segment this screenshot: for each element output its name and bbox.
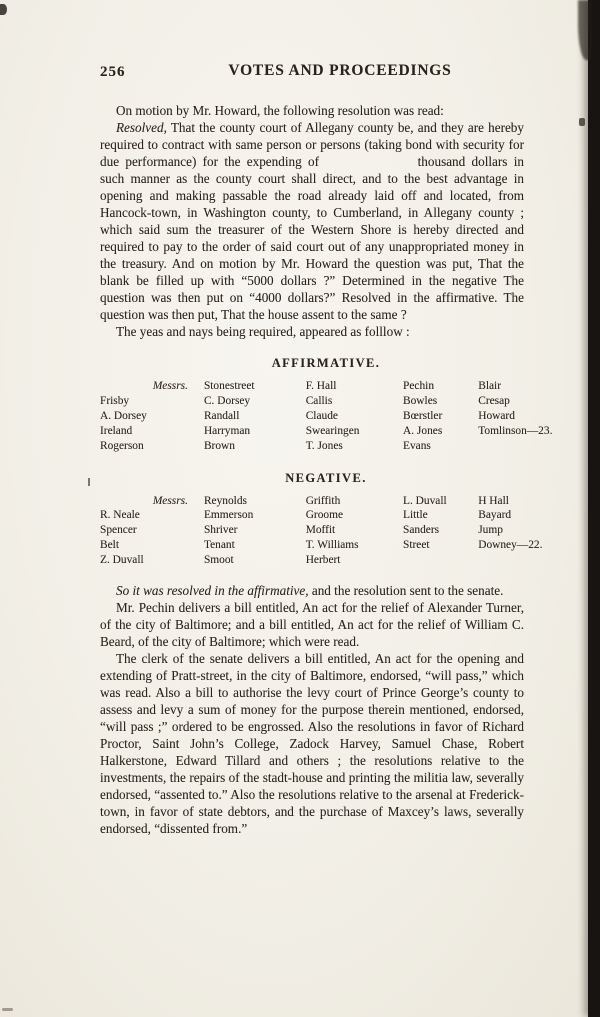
vote-cell: Messrs. xyxy=(152,380,188,392)
vote-cell: Rogerson xyxy=(100,439,144,452)
paragraph xyxy=(100,582,524,599)
vote-row xyxy=(100,495,558,510)
scan-artifact-margin-mark xyxy=(88,478,90,486)
vote-row xyxy=(100,524,558,539)
scan-artifact-ink-mark xyxy=(579,118,585,126)
vote-cell: Brown xyxy=(203,439,235,452)
vote-cell: Street xyxy=(403,539,430,552)
vote-cell: Emmerson xyxy=(203,509,254,522)
vote-cell: A. Dorsey xyxy=(100,409,147,422)
vote-cell: Reynolds xyxy=(203,494,247,507)
text-segment: thousand dollars in such manner as the county court shall direct, and to the best advantage in opening and making passable the road already laid off and located, from Hancock-town, in Washington county, to Cumberland, in Allegany county ; which said sum the treasurer of the Western Shore is hereby directed and required to pay to the order of said court out of any unappropriated money in the treasury. And on motion by Mr. Howard the question was put, That the blank be filled up with “5000 dollars ?” Determined in the negative The question was then put on “4000 dollars?” Resolved in the affirmative. The question was then put, That the house assent to the same ? xyxy=(100,154,524,322)
vote-cell: Sanders xyxy=(403,524,440,537)
page-body xyxy=(100,102,553,837)
vote-cell: L. Duvall xyxy=(403,494,447,507)
vote-cell: Tomlinson—23. xyxy=(478,424,553,437)
vote-table xyxy=(100,495,558,570)
vote-cell: Griffith xyxy=(305,494,341,507)
paragraph xyxy=(100,323,524,340)
vote-cell: T. Jones xyxy=(305,439,343,452)
vote-cell: Tenant xyxy=(203,539,235,552)
vote-cell: Jump xyxy=(478,524,503,537)
text-segment: and the resolution sent to the senate. xyxy=(308,583,504,599)
vote-cell: Evans xyxy=(403,439,431,452)
vote-cell: Stonestreet xyxy=(203,380,255,392)
page-title: VOTES AND PROCEEDINGS xyxy=(228,62,452,79)
text-segment: That the county court of Allegany county be, and they are hereby required to contract with same person or persons (taking bond with security for due performance) for the expending of xyxy=(100,120,524,169)
vote-cell: A. Jones xyxy=(403,424,443,437)
vote-row xyxy=(100,509,558,524)
vote-cell: Pechin xyxy=(403,380,435,392)
vote-cell xyxy=(478,554,558,569)
vote-row xyxy=(100,539,558,554)
page-number: 256 xyxy=(100,64,126,80)
vote-cell: Bowles xyxy=(403,394,438,407)
vote-row xyxy=(100,410,558,425)
text-segment: Resolved, xyxy=(116,120,167,135)
scan-artifact-bottom-mark xyxy=(2,1008,13,1011)
vote-cell: Belt xyxy=(100,539,119,552)
scan-edge-shadow xyxy=(588,0,600,1017)
paragraph xyxy=(100,650,524,837)
vote-cell xyxy=(478,440,558,455)
vote-row xyxy=(100,395,558,410)
scan-artifact-top-left xyxy=(0,4,7,15)
vote-cell: Howard xyxy=(478,409,515,422)
text-segment: Mr. Pechin delivers a bill entitled, An act for the relief of Alexander Turner, of the city of Baltimore; and a bill entitled, An act for the relief of William C. Beard, of the city of Baltimore; which were read. xyxy=(100,600,524,650)
vote-cell: Spencer xyxy=(100,524,137,537)
vote-cell: Harryman xyxy=(203,424,251,437)
vote-row xyxy=(100,440,558,455)
text-segment: The clerk of the senate delivers a bill entitled, An act for the opening and extending of Pratt-street, in the city of Baltimore, endorsed, “will pass,” which was read. Also a bill to authorise the levy court of Prince George’s county to assess and levy a sum of money for the purpose therein mentioned, endorsed, “will pass ;” ordered to be engrossed. Also the resolutions in favor of Richard Proctor, Saint John’s College, Zadock Harvey, Samuel Chase, Robert Halkerstone, Edward Tillard and others ; the resolutions relative to the investments, the repairs of the stadt-house and printing the militia law, severally endorsed, “assented to.” Also the resolutions relative to the arsenal at Frederick-town, in favor of state debtors, and the purchase of Maxcey’s laws, severally endorsed, “dissented from.” xyxy=(100,651,524,837)
vote-row xyxy=(100,380,558,395)
paragraph xyxy=(100,119,524,323)
vote-table xyxy=(100,380,558,455)
scan-corner-smudge xyxy=(578,0,592,60)
vote-cell: Little xyxy=(403,509,428,522)
vote-cell: H Hall xyxy=(478,494,509,507)
vote-cell: Frisby xyxy=(100,394,130,407)
vote-cell: Bœrstler xyxy=(403,409,443,422)
vote-cell: T. Williams xyxy=(305,539,359,552)
vote-cell: Randall xyxy=(203,409,240,422)
vote-cell: F. Hall xyxy=(305,380,337,392)
text-segment: The yeas and nays being required, appeared as folllow : xyxy=(116,324,410,339)
page-header xyxy=(100,62,524,84)
vote-row xyxy=(100,425,558,440)
vote-cell: Blair xyxy=(478,380,501,392)
vote-cell: Cresap xyxy=(478,394,510,407)
vote-cell: Downey—22. xyxy=(478,539,543,552)
vote-cell: Smoot xyxy=(203,554,234,567)
vote-cell: Shriver xyxy=(203,524,238,537)
vote-cell: R. Neale xyxy=(100,509,140,522)
text-segment: So it was resolved in the affirmative, xyxy=(116,583,309,599)
vote-list-heading: NEGATIVE. xyxy=(285,470,367,485)
vote-cell: Callis xyxy=(305,394,333,407)
vote-cell: Z. Duvall xyxy=(100,554,144,567)
vote-cell: Bayard xyxy=(478,509,512,522)
vote-cell: C. Dorsey xyxy=(203,394,251,407)
vote-cell: Herbert xyxy=(305,554,341,567)
vote-cell xyxy=(403,554,478,569)
vote-cell: Moffit xyxy=(305,524,336,537)
vote-cell: Messrs. xyxy=(152,494,188,507)
paragraph xyxy=(100,102,524,119)
vote-cell: Swearingen xyxy=(305,424,360,437)
paragraph xyxy=(100,599,524,650)
vote-row xyxy=(100,554,558,569)
vote-cell: Ireland xyxy=(100,424,133,437)
vote-cell: Claude xyxy=(305,409,338,422)
vote-cell: Groome xyxy=(305,509,344,522)
vote-list-heading: AFFIRMATIVE. xyxy=(271,356,381,370)
text-segment: On motion by Mr. Howard, the following resolution was read: xyxy=(116,103,444,118)
